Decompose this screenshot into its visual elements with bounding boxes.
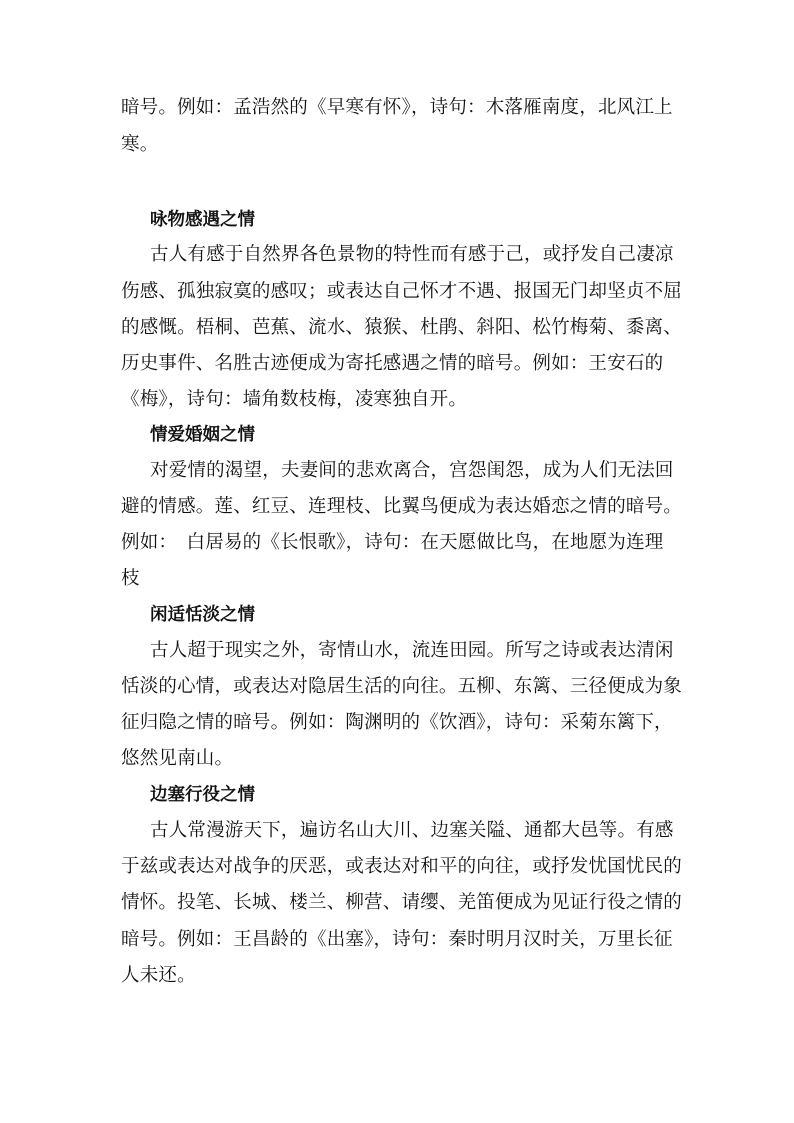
- section-heading-qingai: 情爱婚姻之情: [150, 425, 255, 445]
- intro-line-2: 寒。: [121, 134, 159, 155]
- paragraph-line: 情怀。投笔、长城、楼兰、柳营、请缨、羌笛便成为见证行役之情的: [121, 892, 683, 913]
- section-heading-biansai: 边塞行役之情: [150, 785, 255, 805]
- section-heading-xianshi: 闲适恬淡之情: [150, 605, 255, 625]
- paragraph-line: 于兹或表达对战争的厌恶，或表达对和平的向往，或抒发忧国忧民的: [121, 856, 683, 877]
- paragraph-line: 古人有感于自然界各色景物的特性而有感于己，或抒发自己凄凉: [150, 244, 674, 265]
- paragraph-line: 避的情感。莲、红豆、连理枝、比翼鸟便成为表达婚恋之情的暗号。: [121, 496, 683, 517]
- paragraph-line: 枝: [121, 568, 140, 589]
- paragraph-line: 征归隐之情的暗号。例如：陶渊明的《饮酒》，诗句：采菊东篱下，: [121, 712, 673, 733]
- paragraph-line: 人未还。: [121, 965, 196, 986]
- paragraph-line: 例如： 白居易的《长恨歌》，诗句：在天愿做比鸟，在地愿为连理: [121, 532, 664, 553]
- paragraph-line: 对爱情的渴望，夫妻间的悲欢离合，宫怨闺怨，成为人们无法回: [150, 460, 674, 481]
- paragraph-line: 古人超于现实之外，寄情山水，流连田园。所写之诗或表达清闲: [150, 640, 674, 661]
- paragraph-line: 悠然见南山。: [121, 748, 234, 769]
- intro-line-1: 暗号。例如：孟浩然的《早寒有怀》，诗句：木落雁南度，北风江上: [121, 97, 673, 118]
- paragraph-line: 《梅》，诗句：墙角数枝梅，凌寒独自开。: [121, 389, 468, 410]
- paragraph-line: 伤感、孤独寂寞的感叹；或表达自己怀才不遇、报国无门却坚贞不屈: [121, 281, 683, 302]
- paragraph-line: 古人常漫游天下，遍访名山大川、边塞关隘、通都大邑等。有感: [150, 820, 674, 841]
- section-heading-yongwu: 咏物感遇之情: [150, 210, 255, 230]
- paragraph-line: 暗号。例如：王昌龄的《出塞》，诗句：秦时明月汉时关，万里长征: [121, 929, 673, 950]
- paragraph-line: 的感慨。梧桐、芭蕉、流水、猿猴、杜鹃、斜阳、松竹梅菊、黍离、: [121, 317, 683, 338]
- paragraph-line: 恬淡的心情，或表达对隐居生活的向往。五柳、东篱、三径便成为象: [121, 676, 683, 697]
- paragraph-line: 历史事件、名胜古迹便成为寄托感遇之情的暗号。例如：王安石的: [121, 353, 664, 374]
